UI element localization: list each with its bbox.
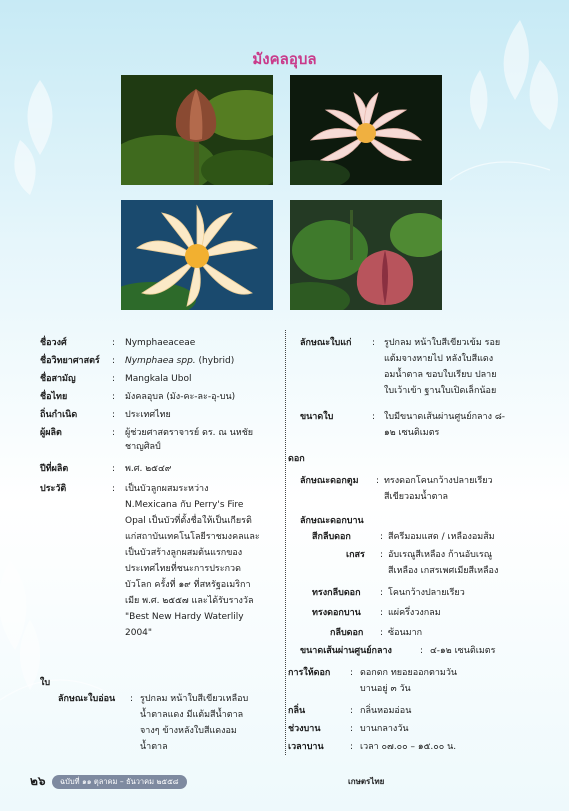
history-line: "Best New Hardy Waterlily bbox=[125, 612, 244, 622]
breeder-label: ผู้ผลิต bbox=[40, 428, 62, 438]
leaf-section-heading: ใบ bbox=[40, 678, 51, 688]
colon: : bbox=[372, 412, 376, 422]
flowering-line: บานอยู่ ๓ วัน bbox=[360, 684, 411, 694]
stamen-line: อับเรณูสีเหลือง ก้านอับเรณู bbox=[388, 550, 493, 560]
colon: : bbox=[130, 694, 134, 704]
petal-color-label: สีกลีบดอก bbox=[312, 532, 351, 542]
colon: : bbox=[112, 428, 116, 438]
history-line: ประเทศไทยที่ชนะการประกวด bbox=[125, 564, 241, 574]
history-label: ประวัติ bbox=[40, 484, 67, 494]
leaf-size-line: ใบมีขนาดเส้นผ่านศูนย์กลาง ๘- bbox=[384, 412, 506, 422]
history-line: เมีย พ.ศ. ๒๕๕๗ และได้รับรางวัล bbox=[125, 596, 254, 606]
publication-logo: เกษตรไทย bbox=[348, 777, 385, 786]
history-line: เป็นบัวลูกผสมระหว่าง bbox=[125, 484, 209, 494]
year-value: พ.ศ. ๒๕๔๙ bbox=[125, 464, 172, 474]
history-line: N.Mexicana กับ Perry's Fire bbox=[125, 500, 244, 510]
colon: : bbox=[112, 464, 116, 474]
colon: : bbox=[380, 550, 384, 560]
page-title: มังคลอุบล bbox=[252, 50, 317, 68]
page-number: ๒๖ bbox=[30, 774, 46, 788]
colon: : bbox=[112, 374, 116, 384]
flower-section-heading: ดอก bbox=[288, 454, 305, 464]
scientific-name-label: ชื่อวิทยาศาสตร์ bbox=[40, 356, 100, 366]
scent-value: กลิ่นหอมอ่อน bbox=[360, 706, 412, 716]
diameter-label: ขนาดเส้นผ่านศูนย์กลาง bbox=[300, 646, 392, 656]
petal-layer-value: ซ้อนมาก bbox=[388, 628, 423, 638]
old-leaf-label: ลักษณะใบแก่ bbox=[300, 338, 352, 348]
colon: : bbox=[420, 646, 424, 656]
colon: : bbox=[350, 742, 354, 752]
young-leaf-line: น้ำตาล bbox=[140, 742, 168, 752]
bud-line: ทรงดอกโคนกว้างปลายเรียว bbox=[384, 476, 493, 486]
old-leaf-line: อมน้ำตาล ขอบใบเรียบ ปลาย bbox=[384, 370, 497, 380]
colon: : bbox=[112, 338, 116, 348]
flower-shape-value: แผ่ครึ่งวงกลม bbox=[388, 608, 441, 618]
common-name-label: ชื่อสามัญ bbox=[40, 374, 76, 384]
bud-label: ลักษณะดอกตูม bbox=[300, 476, 359, 486]
bloom-label: ลักษณะดอกบาน bbox=[300, 516, 364, 526]
thai-name-label: ชื่อไทย bbox=[40, 392, 68, 402]
petal-layer-label: กลีบดอก bbox=[330, 628, 364, 638]
breeder-value-line: ผู้ช่วยศาสตราจารย์ ดร. ณ นหชัย bbox=[125, 428, 254, 438]
origin-value: ประเทศไทย bbox=[125, 410, 171, 420]
petal-shape-value: โคนกว้างปลายเรียว bbox=[388, 588, 465, 598]
flowering-line: ดอกดก ทยอยออกตามวัน bbox=[360, 668, 458, 678]
scientific-name-value bbox=[125, 354, 234, 368]
history-line: แก่สถาบันเทคโนโลยีราชมงคลและ bbox=[125, 532, 260, 542]
petal-color-value: สีครีมอมแสด / เหลืองอมส้ม bbox=[388, 532, 495, 542]
scent-label: กลิ่น bbox=[288, 706, 306, 716]
young-leaf-line: รูปกลม หน้าใบสีเขียวเหลือบ bbox=[140, 694, 249, 704]
bloom-time-label: ช่วงบาน bbox=[288, 724, 321, 734]
column-divider bbox=[285, 330, 286, 755]
open-time-value: เวลา ๐๗.๐๐ – ๑๕.๐๐ น. bbox=[360, 742, 457, 752]
family-value: Nymphaeaceae bbox=[125, 338, 196, 348]
common-name-value: Mangkala Ubol bbox=[125, 374, 192, 384]
family-label: ชื่อวงศ์ bbox=[40, 338, 67, 348]
colon: : bbox=[350, 724, 354, 734]
page-footer bbox=[30, 772, 540, 788]
old-leaf-line: รูปกลม หน้าใบสีเขียวเข้ม รอย bbox=[384, 338, 501, 348]
diameter-value: ๔-๑๒ เซนติเมตร bbox=[430, 646, 496, 656]
old-leaf-line: แต้มจางหายไป หลังใบสีแดง bbox=[384, 354, 494, 364]
bloom-time-value: บานกลางวัน bbox=[360, 724, 409, 734]
colon: : bbox=[112, 410, 116, 420]
leaf-size-line: ๑๒ เซนติเมตร bbox=[384, 428, 440, 438]
colon: : bbox=[350, 706, 354, 716]
history-line: บัวโลก ครั้งที่ ๑๙ ที่สหรัฐอเมริกา bbox=[125, 580, 251, 590]
colon: : bbox=[380, 532, 384, 542]
history-line: เป็นบัวสร้างลูกผสมต้นแรกของ bbox=[125, 548, 243, 558]
colon: : bbox=[112, 392, 116, 402]
young-leaf-label: ลักษณะใบอ่อน bbox=[58, 694, 116, 704]
old-leaf-line: ใบเว้าเข้า ฐานใบเปิดเล็กน้อย bbox=[384, 386, 497, 396]
year-label: ปีที่ผลิต bbox=[40, 464, 69, 474]
colon: : bbox=[380, 608, 384, 618]
leaf-size-label: ขนาดใบ bbox=[300, 412, 334, 422]
issue-badge: ฉบับที่ ๑๑ ตุลาคม – ธันวาคม ๒๕๕๘ bbox=[52, 775, 187, 789]
open-time-label: เวลาบาน bbox=[288, 742, 324, 752]
scientific-name-hybrid: (hybrid) bbox=[198, 356, 235, 366]
colon: : bbox=[380, 628, 384, 638]
stamen-line: สีเหลือง เกสรเพศเมียสีเหลือง bbox=[388, 566, 499, 576]
colon: : bbox=[376, 476, 380, 486]
history-line: 2004" bbox=[125, 628, 153, 638]
petal-shape-label: ทรงกลีบดอก bbox=[312, 588, 361, 598]
colon: : bbox=[372, 338, 376, 348]
young-leaf-line: น้ำตาลแดง มีแต้มสีน้ำตาล bbox=[140, 710, 244, 720]
scientific-name-italic: Nymphaea spp. bbox=[125, 356, 196, 366]
yellow-lotus-photo bbox=[121, 200, 273, 310]
thai-name-value: มังคลอุบล (มัง-คะ-ละ-อุ-บน) bbox=[125, 392, 236, 402]
breeder-value-line: ชาญศิลป์ bbox=[125, 442, 161, 452]
history-line: Opal เป็นบัวที่ตั้งชื่อให้เป็นเกียรติ bbox=[125, 516, 252, 526]
colon: : bbox=[380, 588, 384, 598]
flower-shape-label: ทรงดอกบาน bbox=[312, 608, 361, 618]
pink-lotus-photo bbox=[290, 75, 442, 185]
stamen-label: เกสร bbox=[346, 550, 365, 560]
colon: : bbox=[350, 668, 354, 678]
flowering-label: การให้ดอก bbox=[288, 668, 331, 678]
colon: : bbox=[112, 356, 116, 366]
origin-label: ถิ่นกำเนิด bbox=[40, 410, 78, 420]
colon: : bbox=[112, 484, 116, 494]
bud-line: สีเขียวอมน้ำตาล bbox=[384, 492, 449, 502]
young-leaf-line: จางๆ ข้างหลังใบสีแดงอม bbox=[140, 726, 237, 736]
lotus-bud-photo bbox=[121, 75, 273, 185]
lily-pad-photo bbox=[290, 200, 442, 310]
